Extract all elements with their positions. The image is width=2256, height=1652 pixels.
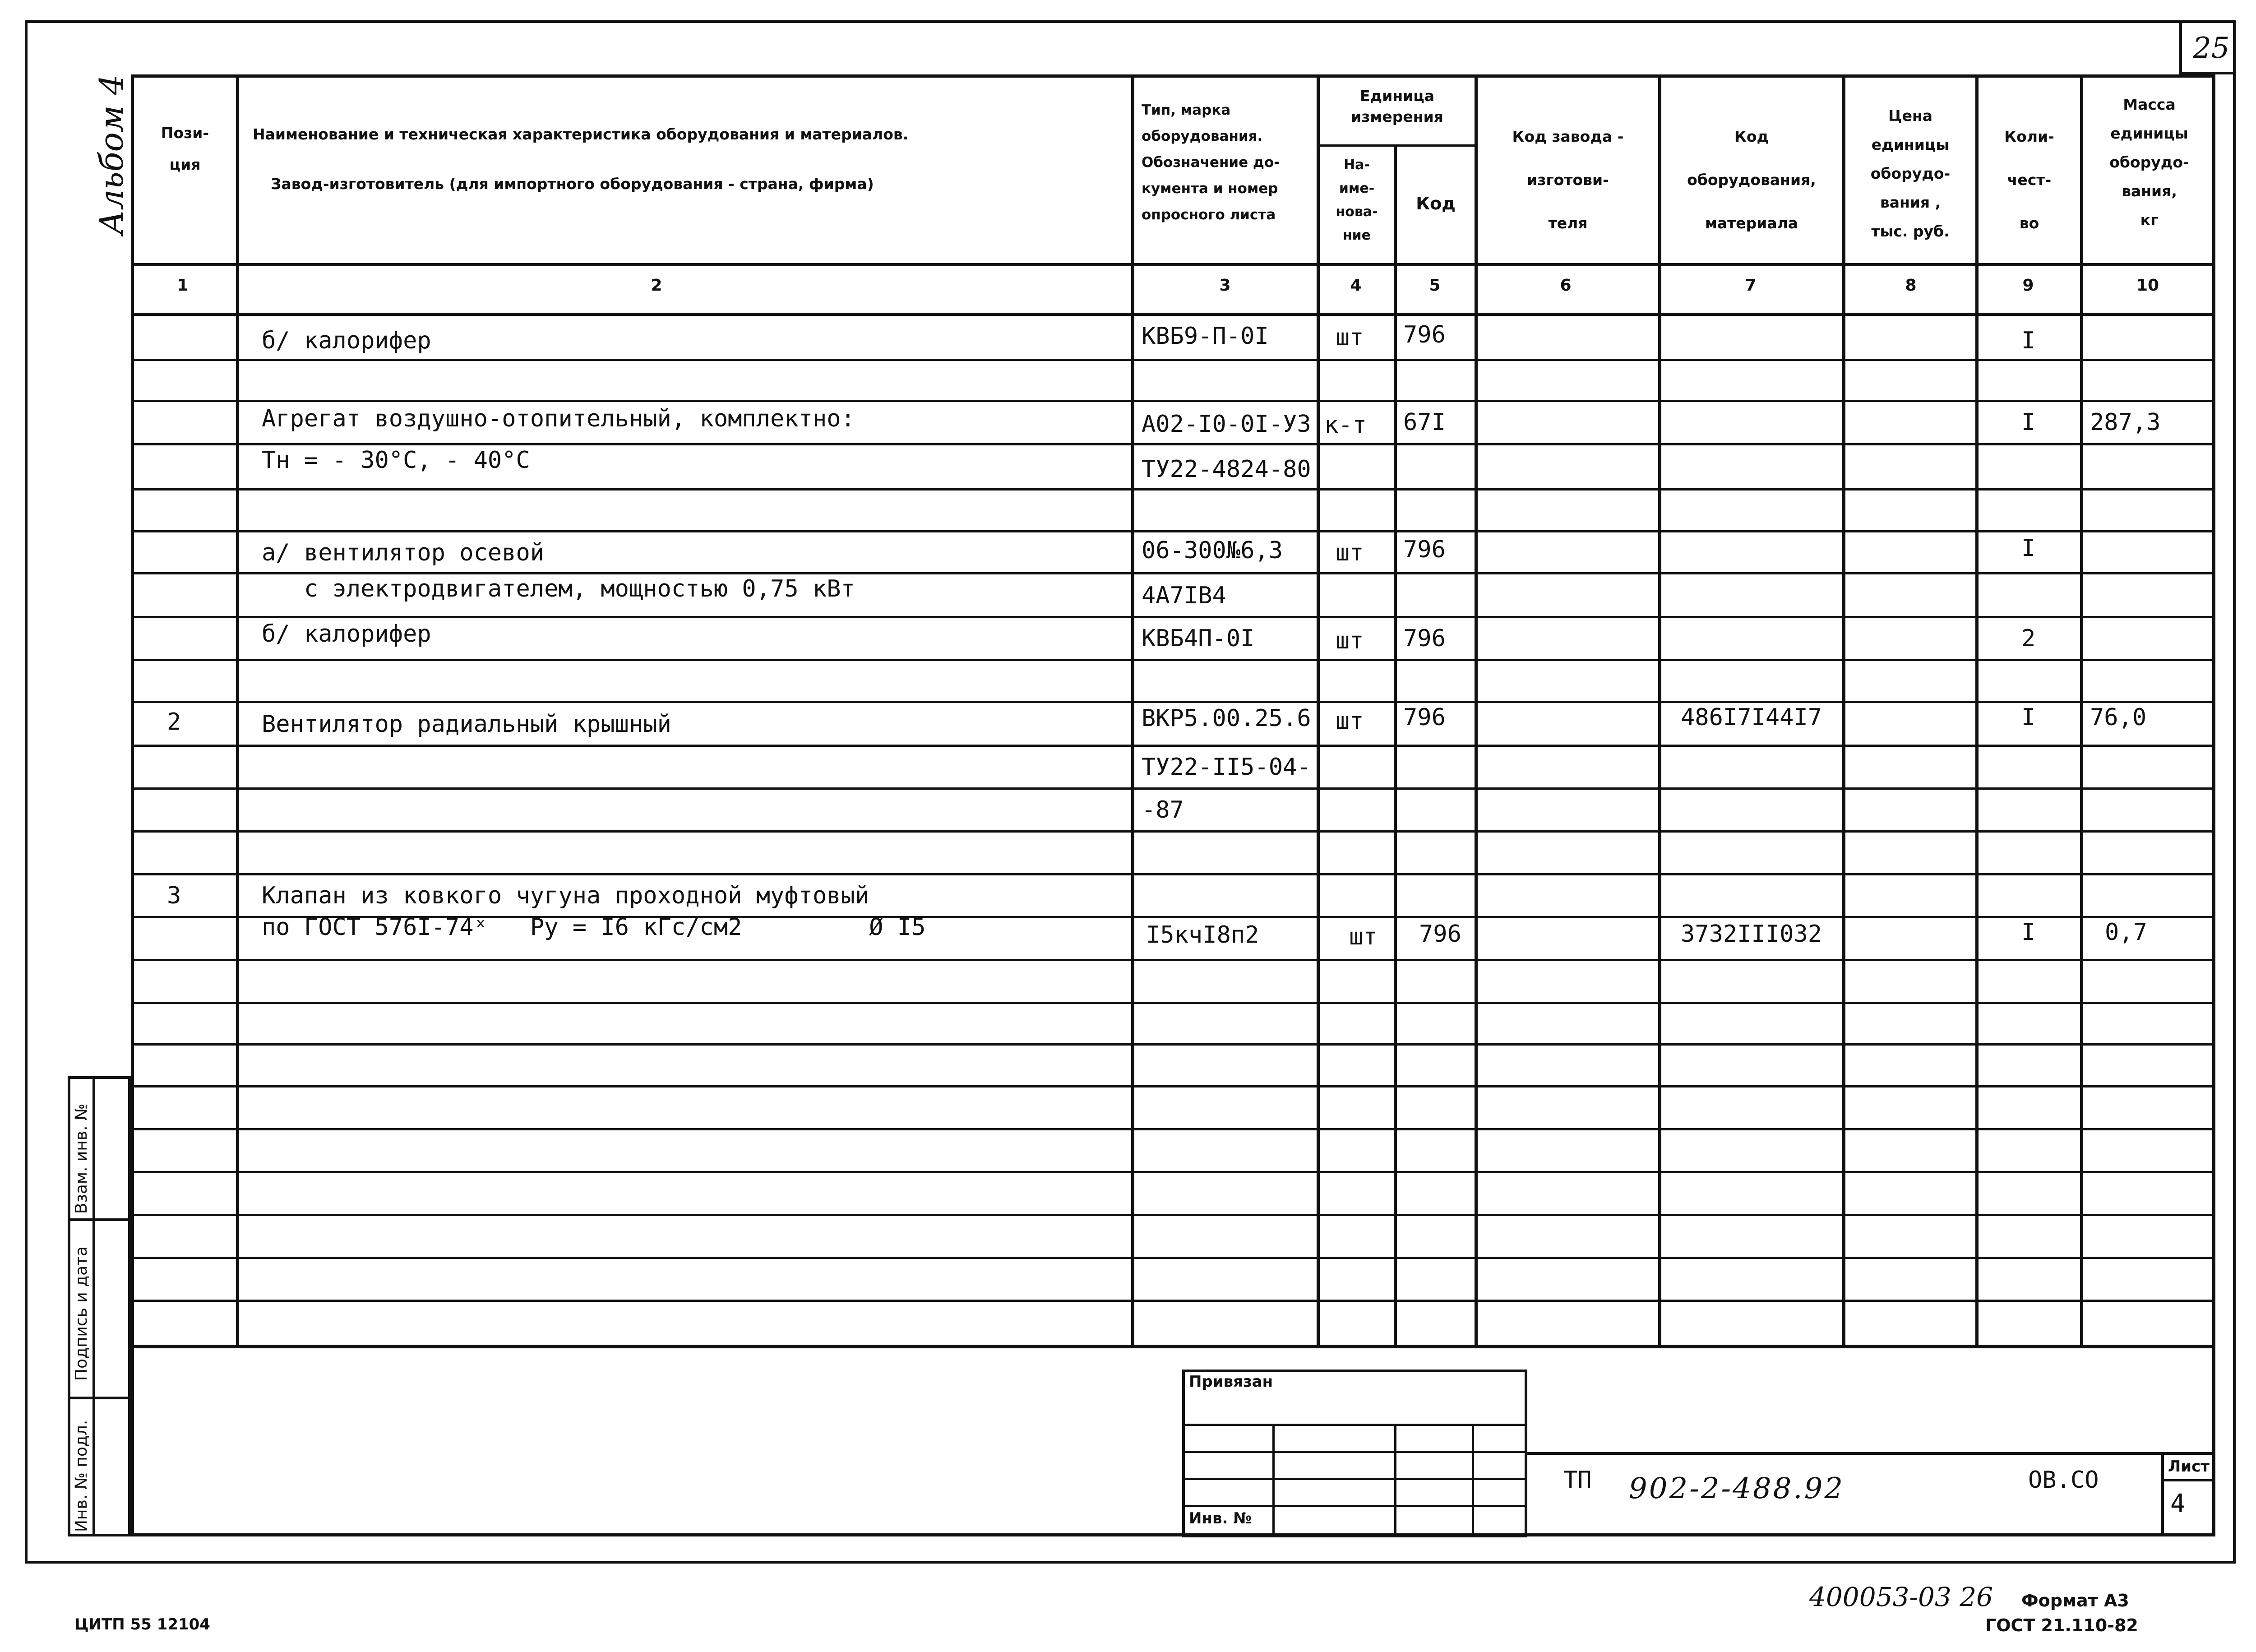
header-price: Цена единицы оборудо- вания , тыс. руб. bbox=[1870, 107, 1951, 240]
row-type: ТУ22-II5-04- bbox=[1142, 754, 1311, 781]
header-unit: Единица измерения bbox=[1351, 87, 1443, 125]
row-line bbox=[131, 530, 2215, 532]
row-line bbox=[131, 659, 2215, 661]
section-code: ОВ.СО bbox=[2028, 1467, 2099, 1494]
side-stamp-divider bbox=[92, 1076, 95, 1536]
row-line bbox=[131, 745, 2215, 747]
row-line bbox=[131, 616, 2215, 618]
row-name: а/ вентилятор осевой bbox=[262, 539, 545, 566]
row-code: 796 bbox=[1403, 536, 1446, 563]
row-qty: I bbox=[2021, 327, 2036, 354]
row-name: Вентилятор радиальный крышный bbox=[262, 711, 671, 738]
column-number-5: 5 bbox=[1429, 276, 1441, 295]
linked-line bbox=[1182, 1505, 1527, 1507]
row-name: Тн = - 30°С, - 40°С bbox=[262, 447, 530, 474]
row-unit: шт bbox=[1336, 324, 1364, 351]
col-line-2 bbox=[1131, 74, 1134, 1347]
row-equipment-code: 3732III032 bbox=[1681, 921, 1822, 948]
column-number-10: 10 bbox=[2136, 276, 2159, 295]
col-line-6 bbox=[1658, 74, 1661, 1347]
col-line-9 bbox=[2080, 74, 2083, 1347]
row-line bbox=[131, 572, 2215, 574]
row-line bbox=[131, 488, 2215, 491]
row-line bbox=[131, 1171, 2215, 1173]
row-line bbox=[131, 359, 2215, 361]
sheet-box-divider bbox=[2161, 1452, 2164, 1536]
row-line bbox=[131, 1002, 2215, 1004]
row-unit: шт bbox=[1349, 923, 1378, 950]
row-type: ВКР5.00.25.6 bbox=[1142, 705, 1311, 732]
linked-divider bbox=[1272, 1424, 1275, 1536]
sheet-label: Лист bbox=[2168, 1458, 2210, 1476]
col-line-7 bbox=[1842, 74, 1845, 1347]
column-number-6: 6 bbox=[1560, 276, 1572, 295]
linked-divider bbox=[1394, 1424, 1396, 1536]
footer-standard: ГОСТ 21.110-82 bbox=[1985, 1615, 2138, 1635]
column-number-2: 2 bbox=[651, 276, 662, 295]
col-line-3 bbox=[1317, 74, 1320, 1347]
project-number: 902-2-488.92 bbox=[1629, 1472, 1845, 1505]
side-stamp-line bbox=[68, 1218, 131, 1221]
header-bottom-line bbox=[131, 263, 2215, 266]
row-line bbox=[131, 701, 2215, 703]
side-stamp-line bbox=[68, 1397, 131, 1399]
row-equipment-code: 486I7I44I7 bbox=[1681, 704, 1822, 731]
col-line-1 bbox=[236, 74, 239, 1347]
row-line bbox=[131, 1085, 2215, 1087]
colnum-bottom-line bbox=[131, 313, 2215, 316]
side-replace-inv: Взам. инв. № bbox=[72, 1103, 91, 1214]
header-equipment-code: Код оборудования, материала bbox=[1687, 128, 1816, 232]
column-number-8: 8 bbox=[1905, 276, 1917, 295]
linked-line bbox=[1182, 1424, 1527, 1426]
linked-divider bbox=[1472, 1424, 1474, 1536]
footer-left-code: ЦИТП 55 12104 bbox=[74, 1615, 210, 1633]
row-unit: шт bbox=[1336, 627, 1364, 654]
row-type: I5кчI8п2 bbox=[1146, 921, 1259, 949]
row-qty: I bbox=[2021, 704, 2036, 731]
row-code: 796 bbox=[1403, 321, 1446, 348]
row-type: 06-300№6,3 bbox=[1142, 537, 1283, 564]
row-name: б/ калорифер bbox=[262, 327, 431, 354]
row-line bbox=[131, 443, 2215, 445]
row-line bbox=[131, 1300, 2215, 1302]
row-name: по ГОСТ 576I-74ˣ Ру = I6 кГс/см2 Ø I5 bbox=[262, 914, 926, 941]
row-unit: шт bbox=[1336, 539, 1364, 566]
header-position: Пози- ция bbox=[161, 124, 209, 173]
inv-no-label: Инв. № bbox=[1189, 1509, 1252, 1527]
row-line bbox=[131, 400, 2215, 402]
row-line bbox=[131, 787, 2215, 790]
row-unit: шт bbox=[1336, 708, 1364, 735]
row-type: КВБ9-П-0I bbox=[1142, 323, 1269, 350]
header-unit-code: Код bbox=[1416, 194, 1456, 213]
row-type: -87 bbox=[1142, 796, 1184, 824]
row-line bbox=[131, 1043, 2215, 1046]
linked-line bbox=[1182, 1451, 1527, 1453]
row-type: А02-I0-0I-У3 bbox=[1142, 411, 1311, 438]
row-qty: I bbox=[2021, 409, 2036, 436]
row-mass: 287,3 bbox=[2090, 409, 2161, 436]
header-unit-name: На- име- нова- ние bbox=[1336, 157, 1378, 243]
corner-sheet-number: 25 bbox=[2193, 32, 2230, 65]
row-code: 796 bbox=[1403, 704, 1446, 731]
linked-line bbox=[1182, 1478, 1527, 1480]
row-line bbox=[131, 1257, 2215, 1259]
row-qty: 2 bbox=[2021, 625, 2036, 652]
row-line bbox=[131, 830, 2215, 833]
column-number-3: 3 bbox=[1219, 276, 1231, 295]
row-line bbox=[131, 959, 2215, 961]
linked-label: Привязан bbox=[1189, 1373, 1273, 1391]
row-position: 2 bbox=[167, 708, 181, 736]
row-line bbox=[131, 1214, 2215, 1216]
row-position: 3 bbox=[167, 882, 181, 909]
row-code: 796 bbox=[1419, 921, 1461, 948]
header-factory-code: Код завода - изготови- теля bbox=[1512, 128, 1624, 232]
tp-label: ТП bbox=[1563, 1467, 1592, 1494]
footer-format: Формат А3 bbox=[2021, 1591, 2129, 1610]
header-quantity: Коли- чест- во bbox=[2004, 128, 2054, 232]
title-top-line bbox=[1527, 1452, 2215, 1455]
column-number-7: 7 bbox=[1745, 276, 1757, 295]
row-name: Клапан из ковкого чугуна проходной муфтовый bbox=[262, 882, 869, 909]
header-mass: Масса единицы оборудо- вания, кг bbox=[2109, 96, 2189, 229]
row-line bbox=[131, 1128, 2215, 1130]
sheet-box-line bbox=[2161, 1479, 2215, 1481]
footer-handwritten: 400053-03 26 bbox=[1809, 1582, 1993, 1612]
header-name: Наименование и техническая характеристика оборудования и материалов. bbox=[253, 125, 909, 143]
row-name: Агрегат воздушно-отопительный, комплектно: bbox=[262, 405, 855, 432]
side-sign-date: Подпись и дата bbox=[72, 1246, 91, 1381]
row-type: КВБ4П-0I bbox=[1142, 625, 1255, 652]
col-line-8 bbox=[1975, 74, 1979, 1347]
row-qty: I bbox=[2021, 919, 2036, 946]
header-manufacturer: Завод-изготовитель (для импортного оборудования - страна, фирма) bbox=[271, 175, 874, 193]
album-label: Альбом 4 bbox=[92, 74, 130, 235]
row-line bbox=[131, 873, 2215, 875]
row-code: 67I bbox=[1403, 409, 1446, 436]
col-line-5 bbox=[1475, 74, 1478, 1347]
row-name: с электродвигателем, мощностью 0,75 кВт bbox=[262, 575, 855, 602]
row-qty: I bbox=[2021, 535, 2036, 562]
row-name: б/ калорифер bbox=[262, 620, 431, 648]
row-mass: 76,0 bbox=[2090, 704, 2147, 731]
header-type: Тип, марка оборудования. Обозначение до- кумента и номер опросного листа bbox=[1142, 102, 1280, 223]
row-type: ТУ22-4824-80 bbox=[1142, 456, 1311, 483]
row-unit: к-т bbox=[1324, 412, 1367, 439]
row-mass: 0,7 bbox=[2105, 919, 2147, 946]
side-inv-orig: Инв. № подл. bbox=[72, 1420, 91, 1532]
column-number-9: 9 bbox=[2022, 276, 2034, 295]
column-number-1: 1 bbox=[177, 276, 189, 295]
table-bottom-line bbox=[131, 1345, 2215, 1348]
row-type: 4А7IВ4 bbox=[1142, 582, 1226, 609]
sheet-number: 4 bbox=[2170, 1489, 2186, 1518]
column-number-4: 4 bbox=[1350, 276, 1362, 295]
row-code: 796 bbox=[1403, 625, 1446, 652]
